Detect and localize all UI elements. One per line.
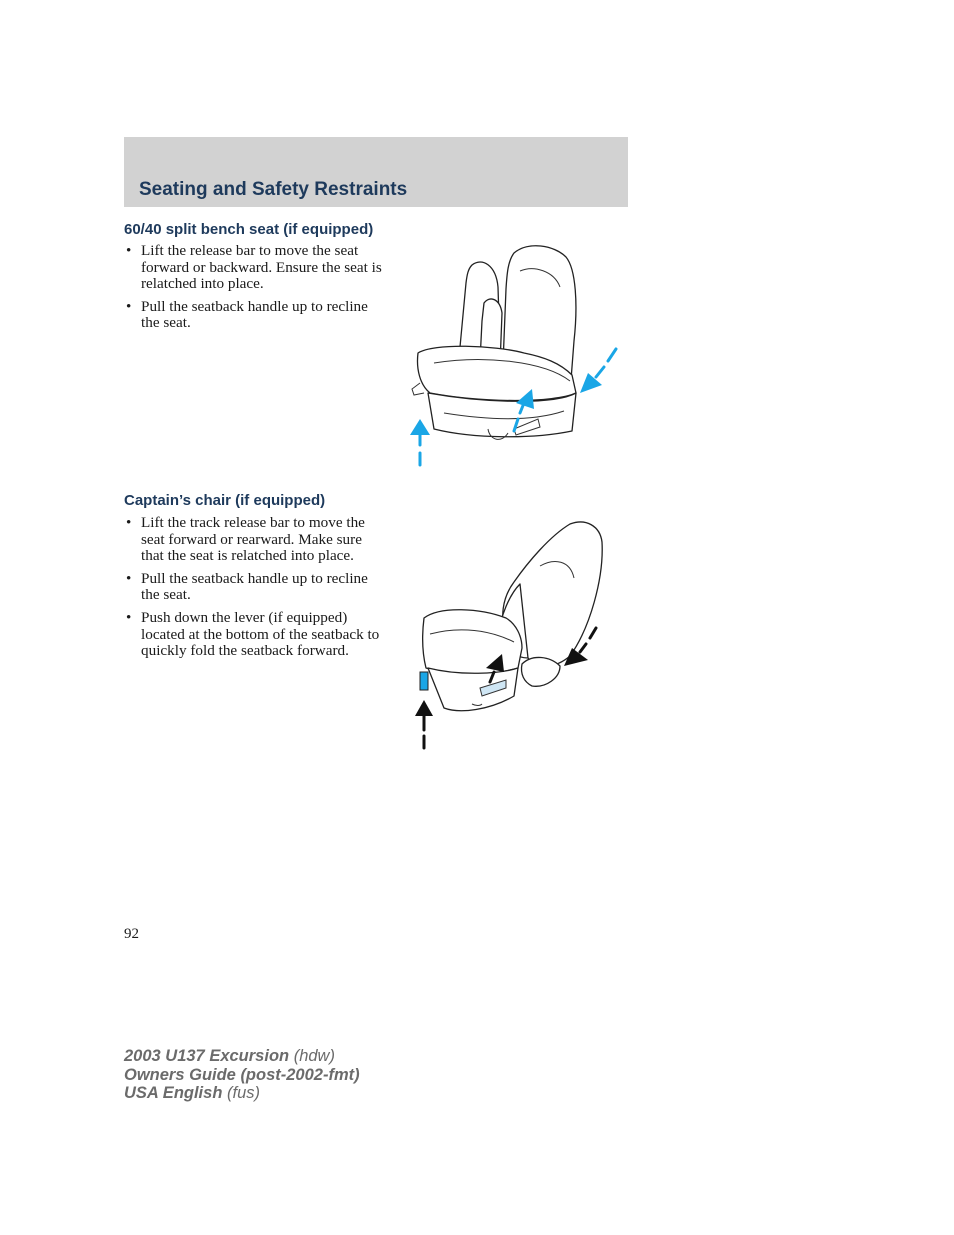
section-header-band [124,137,628,207]
page-number: 92 [124,926,139,942]
captains-chair-heading: Captain’s chair (if equipped) [124,492,326,509]
footer-model-code: (hdw) [293,1047,335,1065]
captains-chair-list [124,515,384,666]
list-item: • Lift the release bar to move the seat forward or backward. Ensure the seat is relatched into place. [124,243,384,293]
footer-line-model [124,1047,360,1066]
section-title: Seating and Safety Restraints [139,179,408,200]
footer-line-language [124,1084,360,1103]
footer-language: USA English [124,1084,223,1102]
footer-guide: Owners Guide (post-2002-fmt) [124,1065,360,1084]
list-item: • Pull the seatback handle up to recline the seat. [124,299,384,332]
list-item: • Push down the lever (if equipped) located at the bottom of the seatback to quickly fold the seatback forward. [124,610,384,660]
bench-seat-illustration [404,243,626,471]
list-item: • Pull the seatback handle up to recline the seat. [124,571,384,604]
footer-language-code: (fus) [227,1084,260,1102]
footer-model: 2003 U137 Excursion [124,1047,290,1065]
footer-line-guide [124,1066,360,1085]
captains-chair-illustration [410,518,610,754]
list-item: • Lift the track release bar to move the seat forward or rearward. Make sure that the seat is relatched into place. [124,515,384,565]
document-footer [124,1047,360,1103]
bench-seat-heading: 60/40 split bench seat (if equipped) [124,221,374,238]
bench-seat-list [124,243,384,338]
